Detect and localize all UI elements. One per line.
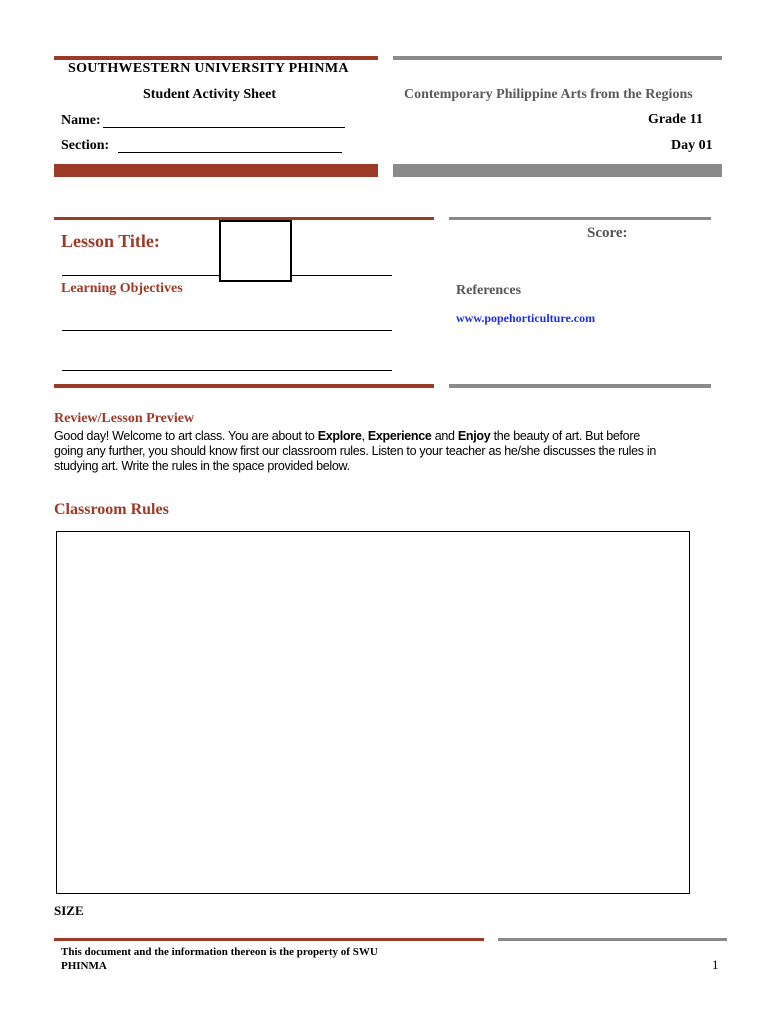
course-title: Contemporary Philippine Arts from the Regions (404, 87, 693, 102)
section-label: Section: (61, 138, 110, 153)
score-bottom-rule (449, 384, 711, 388)
footer-notice (61, 945, 378, 973)
review-line-2: going any further, you should know first our classroom rules. Listen to your teacher as he/she discusses the rules in (54, 444, 657, 458)
word-enjoy: Enjoy (457, 429, 491, 443)
university-name: SOUTHWESTERN UNIVERSITY PHINMA (68, 61, 349, 76)
reference-link[interactable]: www.popehorticulture.com (456, 311, 596, 325)
header-bottom-bar-right (393, 164, 722, 177)
review-text-b: , (361, 429, 368, 443)
word-experience: Experience (367, 429, 432, 443)
review-heading: Review/Lesson Preview (54, 411, 195, 426)
footer-line-2: PHINMA (61, 960, 107, 972)
lesson-title-line-left[interactable] (62, 275, 219, 276)
name-label: Name: (61, 113, 101, 128)
header-top-rule-left (54, 56, 378, 60)
review-line-1 (54, 429, 734, 444)
footer-rule-right (498, 938, 727, 941)
lesson-title-label: Lesson Title: (61, 231, 160, 251)
objective-line-2[interactable] (62, 370, 392, 371)
review-text-c: and (431, 429, 458, 443)
name-field[interactable] (103, 127, 345, 128)
footer-rule-left (54, 938, 484, 941)
day-label: Day 01 (671, 138, 713, 153)
score-top-rule (449, 217, 711, 220)
page-number: 1 (712, 957, 719, 972)
section-field[interactable] (118, 152, 342, 153)
review-line-3: studying art. Write the rules in the space provided below. (54, 459, 350, 473)
objective-line-1[interactable] (62, 330, 392, 331)
footer-line-1: This document and the information thereon is the property of SWU (61, 946, 378, 958)
review-text-a: Good day! Welcome to art class. You are about to (54, 429, 318, 443)
sheet-title: Student Activity Sheet (143, 87, 276, 102)
grade-label: Grade 11 (648, 112, 703, 127)
classroom-rules-heading: Classroom Rules (54, 501, 169, 518)
lesson-title-box[interactable] (219, 220, 292, 282)
classroom-rules-box[interactable] (56, 531, 690, 894)
learning-objectives-label: Learning Objectives (61, 281, 183, 296)
lesson-bottom-rule (54, 384, 434, 388)
lesson-title-line-right[interactable] (290, 275, 392, 276)
size-label: SIZE (54, 903, 84, 918)
review-text-d: the beauty of art. But before (490, 429, 640, 443)
score-label: Score: (587, 225, 628, 241)
references-label: References (456, 283, 522, 298)
header-bottom-bar-left (54, 164, 378, 177)
word-explore: Explore (317, 429, 362, 443)
header-top-rule-right (393, 56, 722, 60)
review-paragraph (54, 429, 734, 474)
